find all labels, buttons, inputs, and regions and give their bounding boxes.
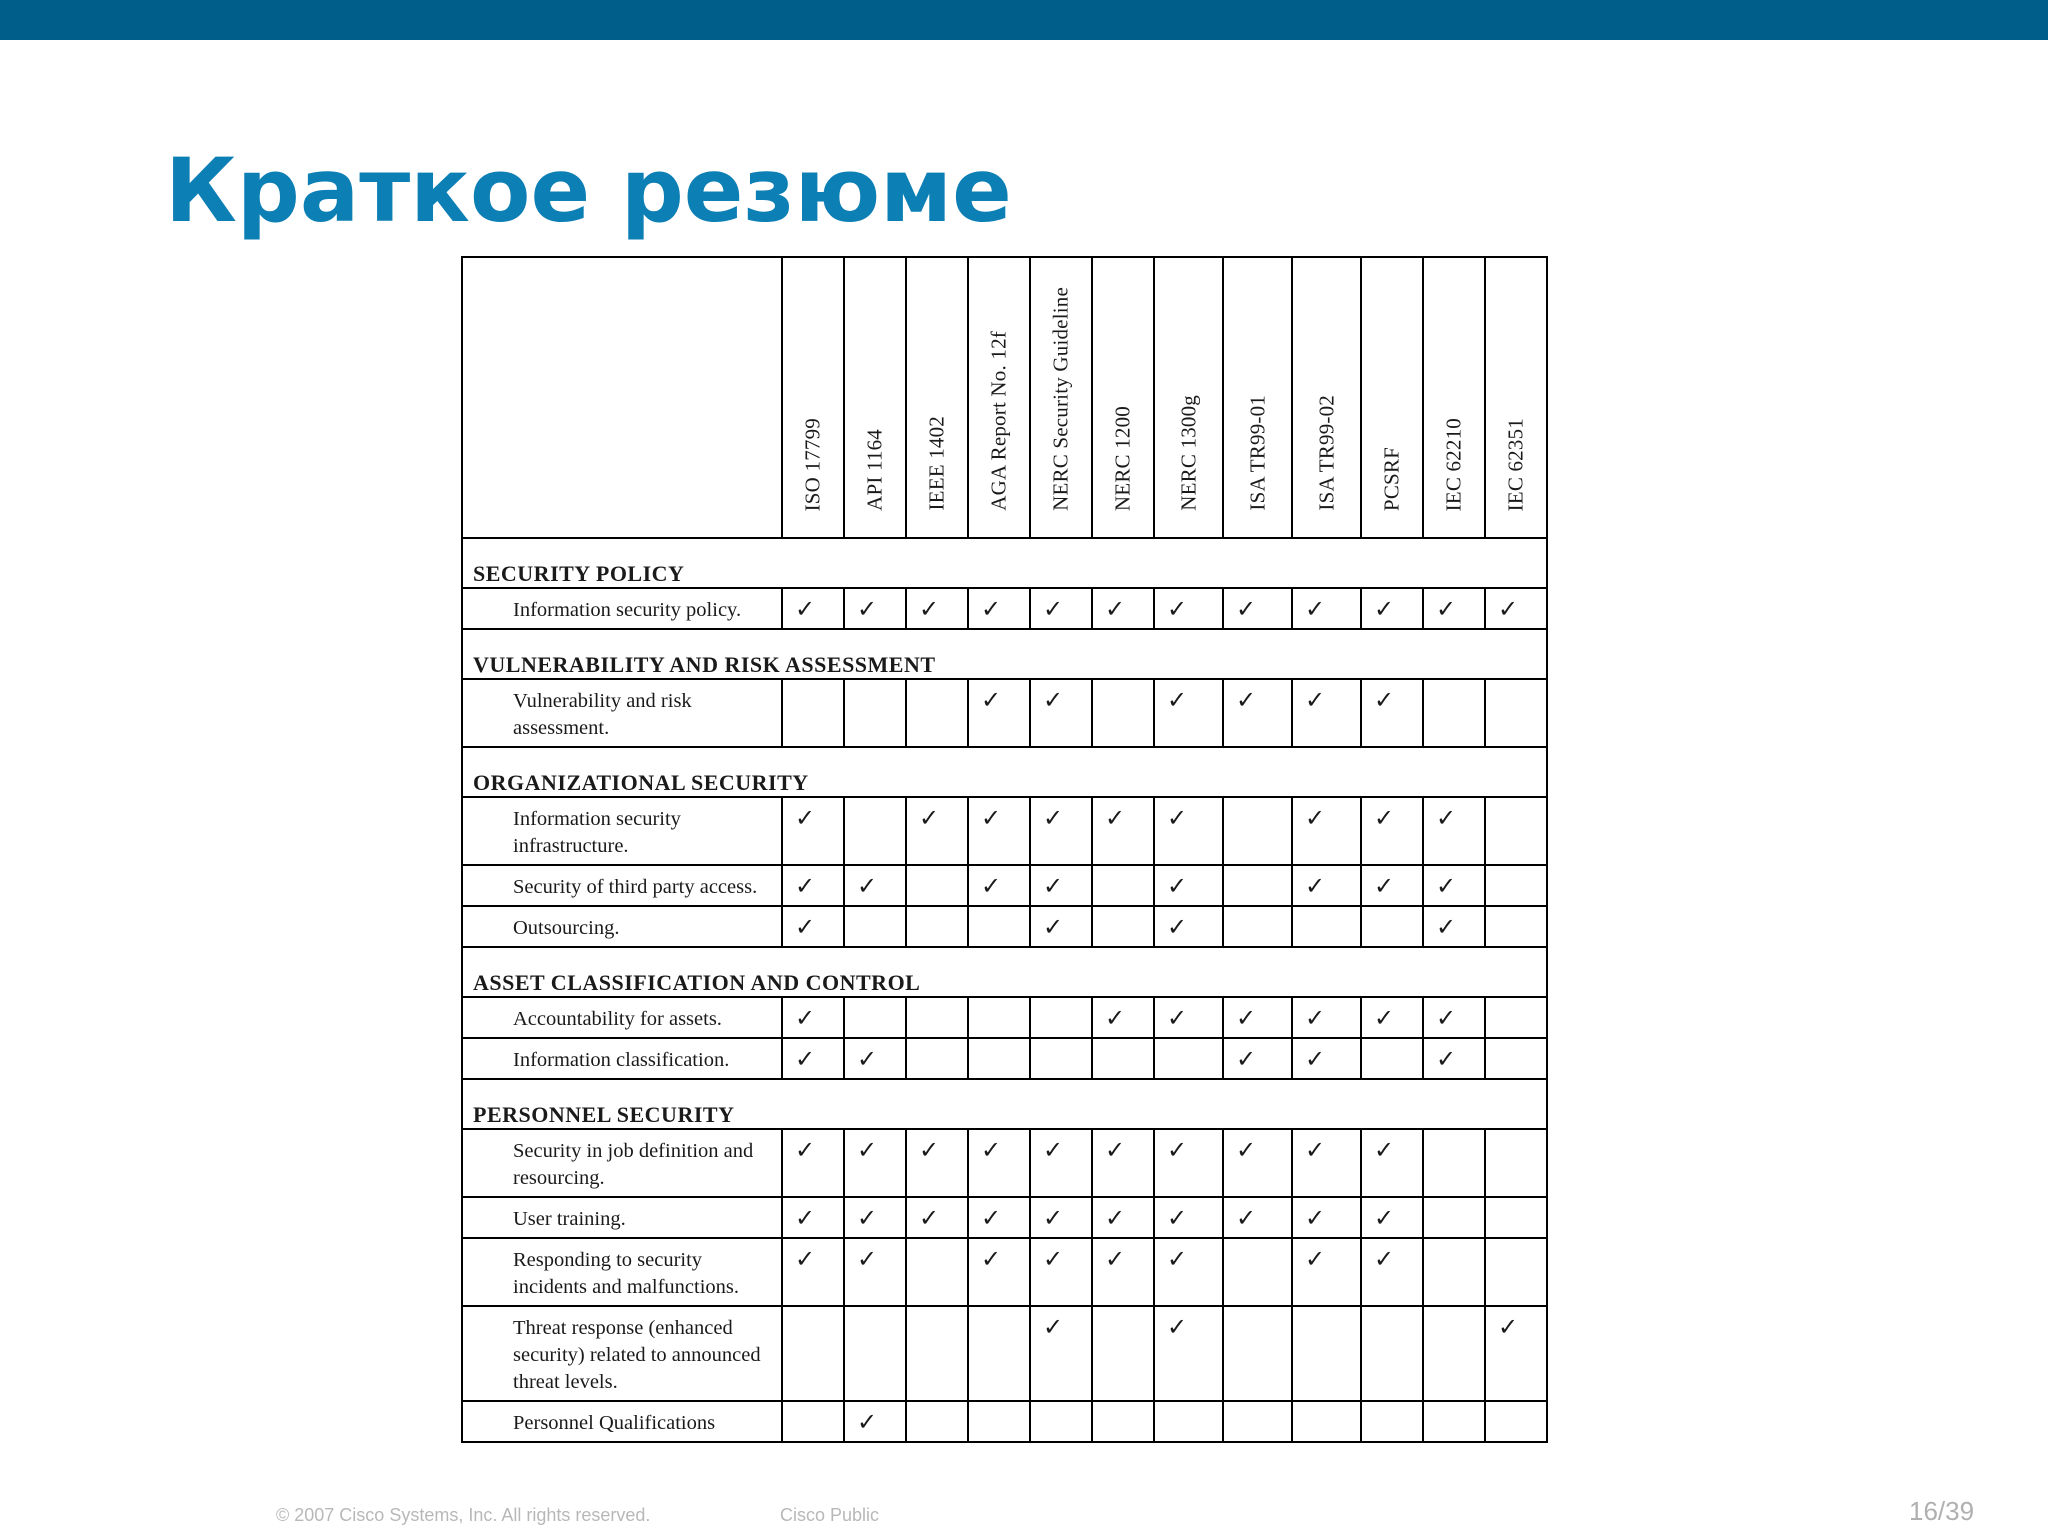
- checkmark-icon: ✓: [1361, 797, 1423, 865]
- row-label: Responding to security incidents and malfunctions.: [462, 1238, 782, 1306]
- standard-name: NERC 1300g: [1176, 395, 1200, 511]
- table-row: [462, 1238, 1547, 1306]
- table-row: [462, 1197, 1547, 1238]
- empty-cell: [906, 679, 968, 747]
- standard-column-header: [1361, 257, 1423, 538]
- checkmark-icon: ✓: [1030, 1129, 1092, 1197]
- checkmark-icon: ✓: [1030, 865, 1092, 906]
- checkmark-icon: ✓: [1361, 1238, 1423, 1306]
- checkmark-icon: ✓: [1154, 997, 1223, 1038]
- checkmark-icon: ✓: [1423, 588, 1485, 629]
- checkmark-icon: ✓: [1485, 588, 1547, 629]
- empty-cell: [782, 1401, 844, 1442]
- empty-cell: [1485, 797, 1547, 865]
- table-row: [462, 1129, 1547, 1197]
- section-row: [462, 629, 1547, 679]
- empty-cell: [1485, 1197, 1547, 1238]
- standard-column-header: [906, 257, 968, 538]
- checkmark-icon: ✓: [1223, 588, 1292, 629]
- empty-cell: [1423, 679, 1485, 747]
- empty-cell: [1292, 1401, 1361, 1442]
- checkmark-icon: ✓: [968, 679, 1030, 747]
- section-title: VULNERABILITY AND RISK ASSESSMENT: [462, 629, 1547, 679]
- empty-cell: [1030, 1038, 1092, 1079]
- checkmark-icon: ✓: [1154, 1306, 1223, 1401]
- checkmark-icon: ✓: [1092, 588, 1154, 629]
- table-row: [462, 588, 1547, 629]
- standard-name: ISO 17799: [800, 417, 825, 511]
- checkmark-icon: ✓: [1030, 906, 1092, 947]
- empty-cell: [844, 906, 906, 947]
- checkmark-icon: ✓: [1092, 1197, 1154, 1238]
- checkmark-icon: ✓: [1292, 997, 1361, 1038]
- checkmark-icon: ✓: [844, 865, 906, 906]
- empty-cell: [1485, 1401, 1547, 1442]
- row-label: Information classification.: [462, 1038, 782, 1079]
- table-row: [462, 1306, 1547, 1401]
- checkmark-icon: ✓: [906, 797, 968, 865]
- checkmark-icon: ✓: [1361, 997, 1423, 1038]
- empty-cell: [1223, 865, 1292, 906]
- row-label: User training.: [462, 1197, 782, 1238]
- standard-name: ISA TR99-01: [1245, 395, 1269, 511]
- empty-cell: [1485, 679, 1547, 747]
- checkmark-icon: ✓: [782, 1197, 844, 1238]
- standard-name: NERC 1200: [1110, 405, 1135, 511]
- standard-column-header: [1485, 257, 1547, 538]
- empty-cell: [1092, 679, 1154, 747]
- standard-column-header: [1223, 257, 1292, 538]
- empty-cell: [968, 1038, 1030, 1079]
- checkmark-icon: ✓: [1292, 1129, 1361, 1197]
- empty-cell: [1361, 906, 1423, 947]
- standard-name: NERC Security Guideline: [1048, 287, 1073, 511]
- checkmark-icon: ✓: [1154, 588, 1223, 629]
- section-row: [462, 1079, 1547, 1129]
- row-label: Accountability for assets.: [462, 997, 782, 1038]
- standard-column-header: [1423, 257, 1485, 538]
- empty-cell: [1423, 1129, 1485, 1197]
- empty-cell: [844, 997, 906, 1038]
- standard-name: ISA TR99-02: [1314, 395, 1338, 511]
- row-label: Threat response (enhanced security) related to announced threat levels.: [462, 1306, 782, 1401]
- table-row: [462, 997, 1547, 1038]
- standard-column-header: [968, 257, 1030, 538]
- table-row: [462, 1401, 1547, 1442]
- checkmark-icon: ✓: [968, 865, 1030, 906]
- checkmark-icon: ✓: [968, 1129, 1030, 1197]
- row-label: Information security infrastructure.: [462, 797, 782, 865]
- empty-cell: [1092, 1306, 1154, 1401]
- empty-cell: [844, 797, 906, 865]
- table-row: [462, 865, 1547, 906]
- checkmark-icon: ✓: [1223, 679, 1292, 747]
- empty-cell: [1154, 1038, 1223, 1079]
- checkmark-icon: ✓: [844, 1238, 906, 1306]
- empty-cell: [1223, 1306, 1292, 1401]
- checkmark-icon: ✓: [844, 1401, 906, 1442]
- empty-cell: [968, 997, 1030, 1038]
- checkmark-icon: ✓: [844, 588, 906, 629]
- checkmark-icon: ✓: [968, 1238, 1030, 1306]
- empty-cell: [1485, 906, 1547, 947]
- empty-cell: [1423, 1197, 1485, 1238]
- section-title: ORGANIZATIONAL SECURITY: [462, 747, 1547, 797]
- empty-cell: [844, 1306, 906, 1401]
- checkmark-icon: ✓: [1292, 865, 1361, 906]
- empty-cell: [906, 1238, 968, 1306]
- section-row: [462, 947, 1547, 997]
- standard-column-header: [782, 257, 844, 538]
- checkmark-icon: ✓: [1423, 797, 1485, 865]
- checkmark-icon: ✓: [1223, 1197, 1292, 1238]
- footer-copyright: © 2007 Cisco Systems, Inc. All rights reserved.: [276, 1505, 651, 1525]
- checkmark-icon: ✓: [1030, 679, 1092, 747]
- row-label: Security in job definition and resourcing.: [462, 1129, 782, 1197]
- empty-cell: [782, 1306, 844, 1401]
- checkmark-icon: ✓: [844, 1038, 906, 1079]
- checkmark-icon: ✓: [1423, 865, 1485, 906]
- standard-column-header: [1092, 257, 1154, 538]
- checkmark-icon: ✓: [1292, 1238, 1361, 1306]
- checkmark-icon: ✓: [1030, 797, 1092, 865]
- table-corner-cell: [462, 257, 782, 538]
- standard-column-header: [1292, 257, 1361, 538]
- checkmark-icon: ✓: [1423, 906, 1485, 947]
- empty-cell: [1485, 1238, 1547, 1306]
- standard-name: API 1164: [862, 429, 887, 511]
- slide-title: Краткое резюме: [165, 139, 1012, 242]
- checkmark-icon: ✓: [1092, 1129, 1154, 1197]
- checkmark-icon: ✓: [1485, 1306, 1547, 1401]
- empty-cell: [1154, 1401, 1223, 1442]
- checkmark-icon: ✓: [1154, 906, 1223, 947]
- checkmark-icon: ✓: [1292, 588, 1361, 629]
- row-label: Vulnerability and risk assessment.: [462, 679, 782, 747]
- checkmark-icon: ✓: [1154, 1129, 1223, 1197]
- empty-cell: [1092, 906, 1154, 947]
- checkmark-icon: ✓: [1423, 997, 1485, 1038]
- standard-column-header: [1154, 257, 1223, 538]
- checkmark-icon: ✓: [1092, 997, 1154, 1038]
- empty-cell: [1223, 1401, 1292, 1442]
- checkmark-icon: ✓: [1030, 1197, 1092, 1238]
- checkmark-icon: ✓: [1092, 797, 1154, 865]
- empty-cell: [906, 1306, 968, 1401]
- empty-cell: [1092, 865, 1154, 906]
- empty-cell: [1223, 906, 1292, 947]
- checkmark-icon: ✓: [782, 1038, 844, 1079]
- standard-name: IEC 62210: [1441, 417, 1466, 511]
- checkmark-icon: ✓: [1030, 588, 1092, 629]
- section-row: [462, 538, 1547, 588]
- checkmark-icon: ✓: [1361, 865, 1423, 906]
- checkmark-icon: ✓: [906, 588, 968, 629]
- checkmark-icon: ✓: [1223, 1129, 1292, 1197]
- checkmark-icon: ✓: [1423, 1038, 1485, 1079]
- checkmark-icon: ✓: [1292, 797, 1361, 865]
- checkmark-icon: ✓: [1223, 1038, 1292, 1079]
- empty-cell: [1292, 1306, 1361, 1401]
- row-label: Security of third party access.: [462, 865, 782, 906]
- empty-cell: [968, 1401, 1030, 1442]
- empty-cell: [1361, 1401, 1423, 1442]
- empty-cell: [782, 679, 844, 747]
- footer-classification: Cisco Public: [780, 1505, 880, 1525]
- checkmark-icon: ✓: [1092, 1238, 1154, 1306]
- empty-cell: [906, 997, 968, 1038]
- standard-name: PCSRF: [1379, 446, 1404, 511]
- row-label: Information security policy.: [462, 588, 782, 629]
- checkmark-icon: ✓: [1223, 997, 1292, 1038]
- empty-cell: [906, 906, 968, 947]
- empty-cell: [844, 679, 906, 747]
- section-title: PERSONNEL SECURITY: [462, 1079, 1547, 1129]
- empty-cell: [1485, 865, 1547, 906]
- empty-cell: [1361, 1038, 1423, 1079]
- checkmark-icon: ✓: [782, 865, 844, 906]
- table-row: [462, 679, 1547, 747]
- checkmark-icon: ✓: [1292, 1038, 1361, 1079]
- table-row: [462, 906, 1547, 947]
- checkmark-icon: ✓: [1154, 797, 1223, 865]
- empty-cell: [906, 1038, 968, 1079]
- empty-cell: [1030, 1401, 1092, 1442]
- empty-cell: [906, 1401, 968, 1442]
- checkmark-icon: ✓: [1154, 865, 1223, 906]
- checkmark-icon: ✓: [906, 1197, 968, 1238]
- checkmark-icon: ✓: [1154, 1238, 1223, 1306]
- checkmark-icon: ✓: [1154, 1197, 1223, 1238]
- standard-name: IEC 62351: [1503, 417, 1528, 511]
- checkmark-icon: ✓: [1154, 679, 1223, 747]
- empty-cell: [1092, 1038, 1154, 1079]
- checkmark-icon: ✓: [782, 1129, 844, 1197]
- section-title: SECURITY POLICY: [462, 538, 1547, 588]
- standard-name: AGA Report No. 12f: [986, 331, 1011, 511]
- checkmark-icon: ✓: [1292, 1197, 1361, 1238]
- checkmark-icon: ✓: [844, 1197, 906, 1238]
- table-row: [462, 1038, 1547, 1079]
- empty-cell: [1223, 797, 1292, 865]
- standard-name: IEEE 1402: [924, 416, 949, 511]
- empty-cell: [1485, 1038, 1547, 1079]
- checkmark-icon: ✓: [1361, 588, 1423, 629]
- empty-cell: [1361, 1306, 1423, 1401]
- checkmark-icon: ✓: [844, 1129, 906, 1197]
- checkmark-icon: ✓: [968, 1197, 1030, 1238]
- empty-cell: [968, 906, 1030, 947]
- empty-cell: [1423, 1401, 1485, 1442]
- empty-cell: [1292, 906, 1361, 947]
- standards-comparison-table: [461, 256, 1548, 1443]
- page-number: 16/39: [1909, 1496, 1975, 1526]
- checkmark-icon: ✓: [782, 1238, 844, 1306]
- checkmark-icon: ✓: [1361, 1129, 1423, 1197]
- table-row: [462, 797, 1547, 865]
- empty-cell: [1423, 1306, 1485, 1401]
- checkmark-icon: ✓: [968, 797, 1030, 865]
- empty-cell: [1030, 997, 1092, 1038]
- checkmark-icon: ✓: [1030, 1306, 1092, 1401]
- empty-cell: [1485, 1129, 1547, 1197]
- empty-cell: [1423, 1238, 1485, 1306]
- checkmark-icon: ✓: [968, 588, 1030, 629]
- section-row: [462, 747, 1547, 797]
- empty-cell: [1485, 997, 1547, 1038]
- checkmark-icon: ✓: [1361, 1197, 1423, 1238]
- empty-cell: [1092, 1401, 1154, 1442]
- checkmark-icon: ✓: [1292, 679, 1361, 747]
- top-accent-bar: [0, 0, 2048, 40]
- checkmark-icon: ✓: [782, 588, 844, 629]
- row-label: Personnel Qualifications: [462, 1401, 782, 1442]
- checkmark-icon: ✓: [906, 1129, 968, 1197]
- checkmark-icon: ✓: [1030, 1238, 1092, 1306]
- checkmark-icon: ✓: [782, 797, 844, 865]
- empty-cell: [968, 1306, 1030, 1401]
- empty-cell: [906, 865, 968, 906]
- standard-column-header: [844, 257, 906, 538]
- checkmark-icon: ✓: [1361, 679, 1423, 747]
- checkmark-icon: ✓: [782, 997, 844, 1038]
- checkmark-icon: ✓: [782, 906, 844, 947]
- table-header-row: [462, 257, 1547, 538]
- row-label: Outsourcing.: [462, 906, 782, 947]
- empty-cell: [1223, 1238, 1292, 1306]
- standard-column-header: [1030, 257, 1092, 538]
- section-title: ASSET CLASSIFICATION AND CONTROL: [462, 947, 1547, 997]
